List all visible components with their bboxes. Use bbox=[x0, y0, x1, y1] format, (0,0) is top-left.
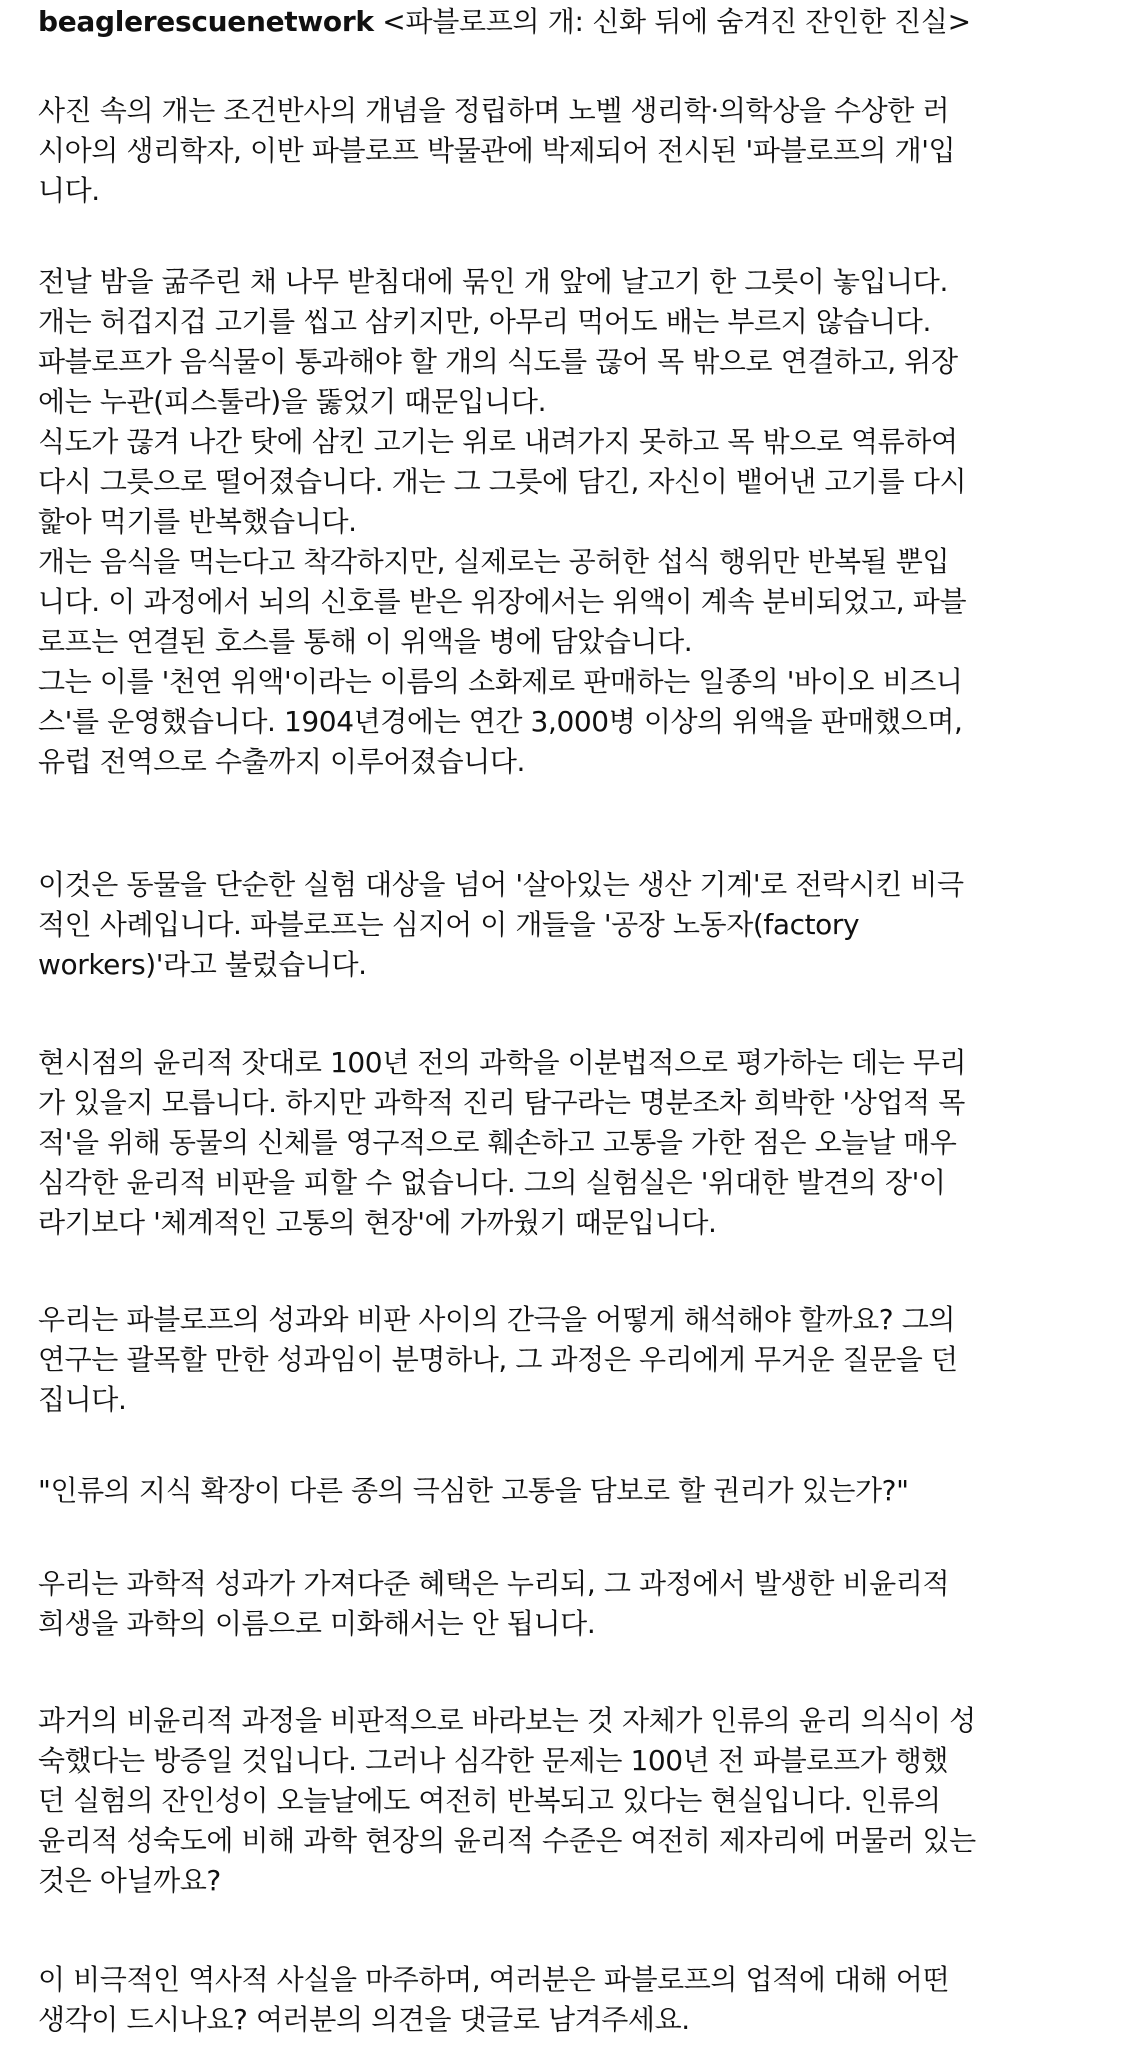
post-title: <파블로프의 개: 신화 뒤에 숨겨진 잔인한 진실> bbox=[382, 5, 971, 38]
caption-line: 핥아 먹기를 반복했습니다. bbox=[38, 505, 357, 538]
caption-line: 적'을 위해 동물의 신체를 영구적으로 훼손하고 고통을 가한 점은 오늘날 매우 bbox=[38, 1126, 957, 1159]
caption-line: 사진 속의 개는 조건반사의 개념을 정립하며 노벨 생리학·의학상을 수상한 러 bbox=[38, 94, 950, 127]
caption-paragraph bbox=[38, 1043, 966, 1243]
caption-line: 파블로프가 음식물이 통과해야 할 개의 식도를 끊어 목 밖으로 연결하고, 위장 bbox=[38, 345, 958, 378]
caption-line: 개는 음식을 먹는다고 착각하지만, 실제로는 공허한 섭식 행위만 반복될 뿐입 bbox=[38, 545, 950, 578]
caption-line: 생각이 드시나요? 여러분의 의견을 댓글로 남겨주세요. bbox=[38, 2003, 690, 2036]
username-link[interactable]: beaglerescuenetwork bbox=[38, 5, 374, 38]
caption-paragraph bbox=[38, 1300, 958, 1420]
caption-line: 니다. bbox=[38, 174, 100, 207]
caption-paragraph bbox=[38, 262, 966, 782]
caption-line: 집니다. bbox=[38, 1383, 127, 1416]
caption-paragraph bbox=[38, 1564, 949, 1644]
caption-paragraph bbox=[38, 91, 955, 211]
caption-line: 전날 밤을 굶주린 채 나무 받침대에 묶인 개 앞에 날고기 한 그릇이 놓입니다. bbox=[38, 265, 948, 298]
caption-line: 유럽 전역으로 수출까지 이루어졌습니다. bbox=[38, 745, 526, 778]
caption-paragraph bbox=[38, 1701, 976, 1901]
caption-line: 현시점의 윤리적 잣대로 100년 전의 과학을 이분법적으로 평가하는 데는 무리 bbox=[38, 1046, 967, 1079]
caption-line: 개는 허겁지겁 고기를 씹고 삼키지만, 아무리 먹어도 배는 부르지 않습니다. bbox=[38, 305, 931, 338]
caption-line: 심각한 윤리적 비판을 피할 수 없습니다. 그의 실험실은 '위대한 발견의 장'이 bbox=[38, 1166, 946, 1199]
caption-line: 이 비극적인 역사적 사실을 마주하며, 여러분은 파블로프의 업적에 대해 어떤 bbox=[38, 1963, 950, 1996]
caption-line: 적인 사례입니다. 파블로프는 심지어 이 개들을 '공장 노동자(factory bbox=[38, 908, 860, 941]
caption-line: 과거의 비윤리적 과정을 비판적으로 바라보는 것 자체가 인류의 윤리 의식이 성 bbox=[38, 1704, 976, 1737]
caption-line: 에는 누관(피스툴라)을 뚫었기 때문입니다. bbox=[38, 385, 547, 418]
caption-line: 연구는 괄목할 만한 성과임이 분명하나, 그 과정은 우리에게 무거운 질문을 던 bbox=[38, 1343, 958, 1376]
caption-line: 다시 그릇으로 떨어졌습니다. 개는 그 그릇에 담긴, 자신이 뱉어낸 고기를 다시 bbox=[38, 465, 967, 498]
caption-line: workers)'라고 불렀습니다. bbox=[38, 948, 367, 981]
caption-line: "인류의 지식 확장이 다른 종의 극심한 고통을 담보로 할 권리가 있는가?" bbox=[38, 1474, 909, 1507]
caption-line: 로프는 연결된 호스를 통해 이 위액을 병에 담았습니다. bbox=[38, 625, 693, 658]
caption-line: 이것은 동물을 단순한 실험 대상을 넘어 '살아있는 생산 기계'로 전락시킨 비극 bbox=[38, 868, 964, 901]
caption-line: 니다. 이 과정에서 뇌의 신호를 받은 위장에서는 위액이 계속 분비되었고, 파블 bbox=[38, 585, 967, 618]
caption-line: 식도가 끊겨 나간 탓에 삼킨 고기는 위로 내려가지 못하고 목 밖으로 역류하여 bbox=[38, 425, 958, 458]
caption-line: 숙했다는 방증일 것입니다. 그러나 심각한 문제는 100년 전 파블로프가 행했 bbox=[38, 1744, 949, 1777]
caption-line: 윤리적 성숙도에 비해 과학 현장의 윤리적 수준은 여전히 제자리에 머물러 있는 bbox=[38, 1824, 976, 1857]
caption-line: 시아의 생리학자, 이반 파블로프 박물관에 박제되어 전시된 '파블로프의 개'입 bbox=[38, 134, 956, 167]
caption-quote bbox=[38, 1471, 909, 1511]
caption-line: 것은 아닐까요? bbox=[38, 1864, 221, 1897]
caption-paragraph bbox=[38, 865, 964, 985]
post-caption bbox=[38, 0, 1098, 2036]
caption-paragraph bbox=[38, 1960, 949, 2040]
caption-line: 그는 이를 '천연 위액'이라는 이름의 소화제로 판매하는 일종의 '바이오 비즈니 bbox=[38, 665, 963, 698]
caption-header bbox=[38, 0, 1098, 44]
caption-line: 스'를 운영했습니다. 1904년경에는 연간 3,000병 이상의 위액을 판매했으며, bbox=[38, 705, 963, 738]
caption-line: 희생을 과학의 이름으로 미화해서는 안 됩니다. bbox=[38, 1607, 596, 1640]
caption-line: 우리는 파블로프의 성과와 비판 사이의 간극을 어떻게 해석해야 할까요? 그의 bbox=[38, 1303, 956, 1336]
caption-line: 라기보다 '체계적인 고통의 현장'에 가까웠기 때문입니다. bbox=[38, 1206, 717, 1239]
caption-line: 가 있을지 모릅니다. 하지만 과학적 진리 탐구라는 명분조차 희박한 '상업적 목 bbox=[38, 1086, 965, 1119]
caption-line: 우리는 과학적 성과가 가져다준 혜택은 누리되, 그 과정에서 발생한 비윤리적 bbox=[38, 1567, 950, 1600]
caption-line: 던 실험의 잔인성이 오늘날에도 여전히 반복되고 있다는 현실입니다. 인류의 bbox=[38, 1784, 941, 1817]
